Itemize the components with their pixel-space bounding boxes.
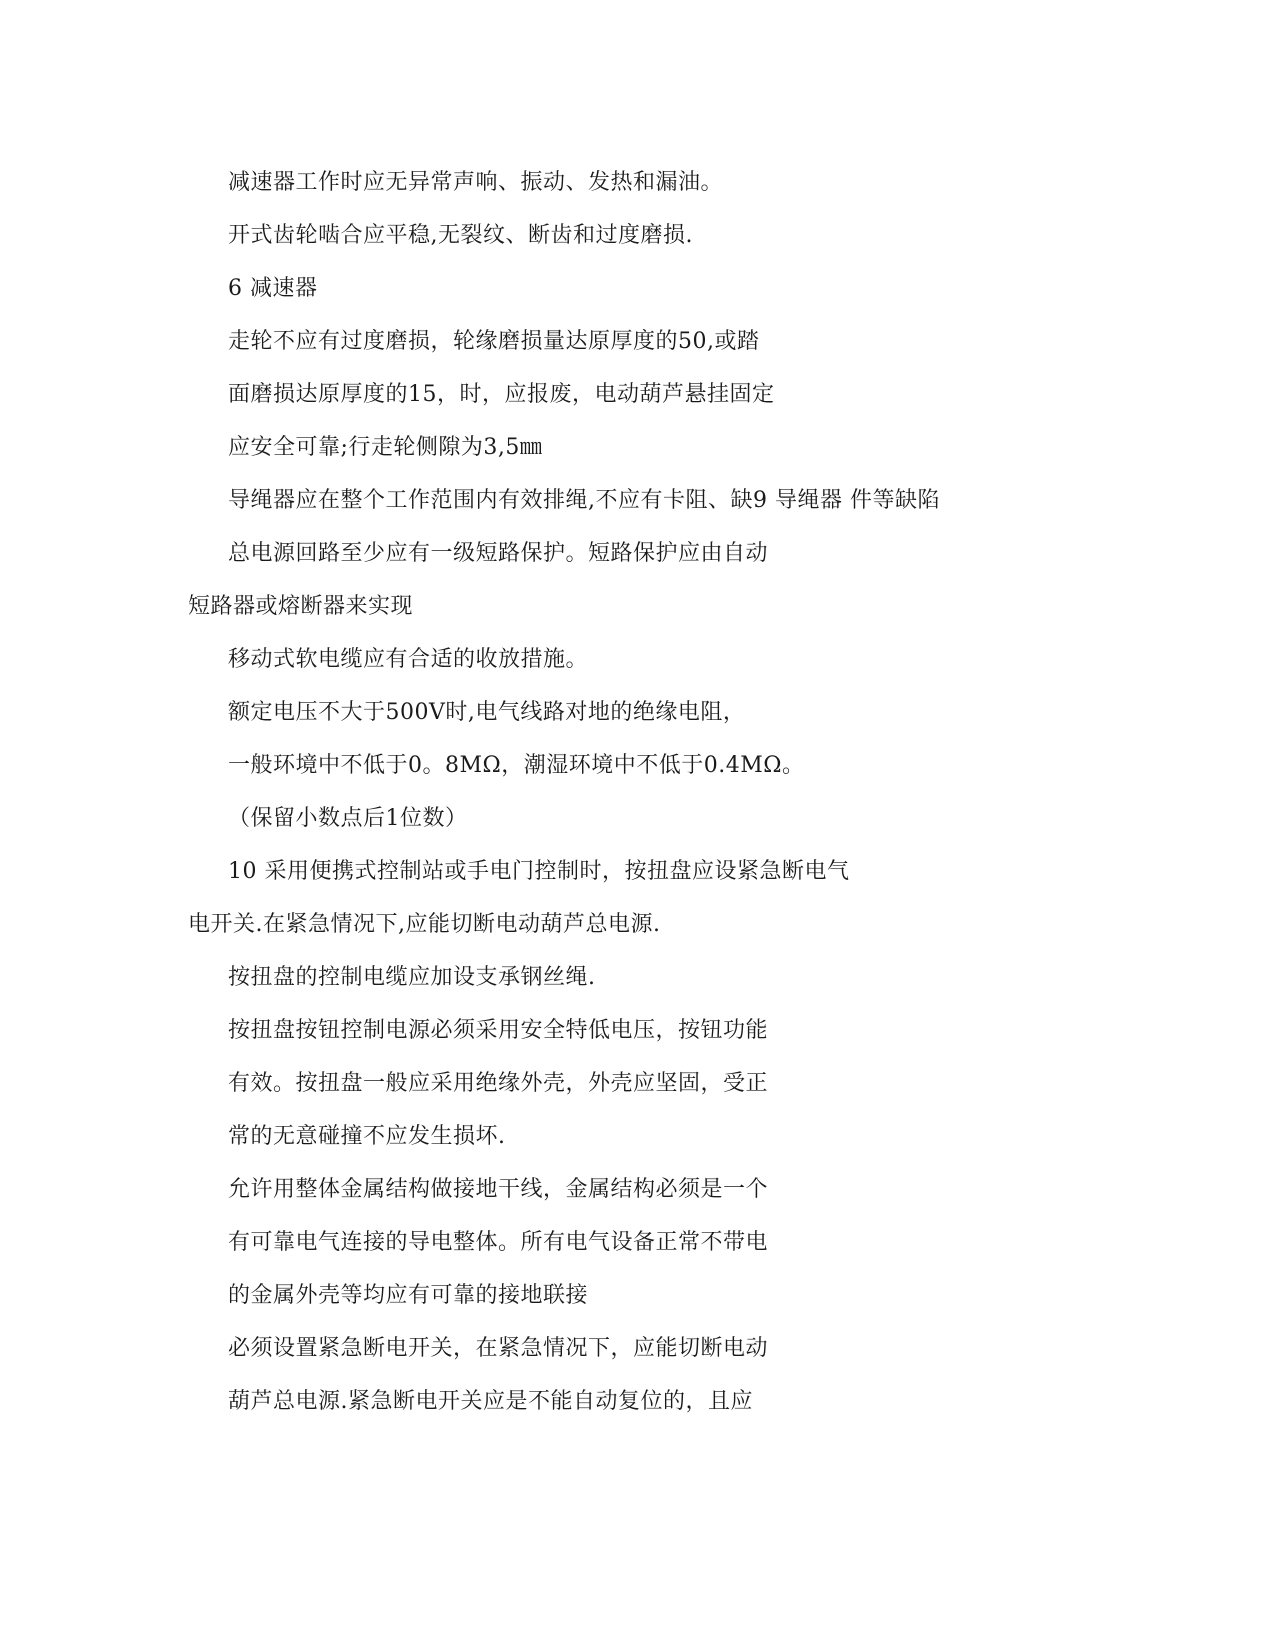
text-line: 有效。按扭盘一般应采用绝缘外壳，外壳应坚固，受正	[228, 1071, 769, 1096]
text-line: 有可靠电气连接的导电整体。所有电气设备正常不带电	[228, 1230, 769, 1255]
text-line: 走轮不应有过度磨损，轮缘磨损量达原厚度的50,或踏	[228, 329, 760, 354]
text-line: 电开关.在紧急情况下,应能切断电动葫芦总电源.	[188, 912, 661, 937]
section-heading: 6 减速器	[228, 276, 318, 301]
text-line: 面磨损达原厚度的15，时，应报废，电动葫芦悬挂固定	[228, 382, 775, 407]
text-line: 导绳器应在整个工作范围内有效排绳,不应有卡阻、缺9 导绳器 件等缺陷	[228, 488, 940, 513]
text-line: 减速器工作时应无异常声响、振动、发热和漏油。	[228, 170, 724, 195]
text-line: 葫芦总电源.紧急断电开关应是不能自动复位的，且应	[228, 1389, 753, 1414]
text-line: 按扭盘按钮控制电源必须采用安全特低电压，按钮功能	[228, 1018, 769, 1043]
text-line: 开式齿轮啮合应平稳,无裂纹、断齿和过度磨损.	[228, 223, 693, 248]
text-line: 的金属外壳等均应有可靠的接地联接	[228, 1283, 589, 1308]
text-line: 总电源回路至少应有一级短路保护。短路保护应由自动	[228, 541, 769, 566]
text-line: 短路器或熔断器来实现	[188, 594, 414, 619]
text-line: （保留小数点后1位数）	[228, 806, 468, 831]
text-line: 应安全可靠;行走轮侧隙为3,5㎜	[228, 435, 543, 460]
text-line: 10 采用便携式控制站或手电门控制时，按扭盘应设紧急断电气	[228, 859, 850, 884]
text-line: 必须设置紧急断电开关，在紧急情况下，应能切断电动	[228, 1336, 769, 1361]
text-line: 常的无意碰撞不应发生损坏.	[228, 1124, 506, 1149]
text-line: 移动式软电缆应有合适的收放措施。	[228, 647, 589, 672]
text-line: 一般环境中不低于0。8MΩ，潮湿环境中不低于0.4MΩ。	[228, 753, 805, 778]
text-line: 允许用整体金属结构做接地干线，金属结构必须是一个	[228, 1177, 769, 1202]
text-line: 按扭盘的控制电缆应加设支承钢丝绳.	[228, 965, 596, 990]
text-line: 额定电压不大于500V时,电气线路对地的绝缘电阻，	[228, 700, 746, 725]
